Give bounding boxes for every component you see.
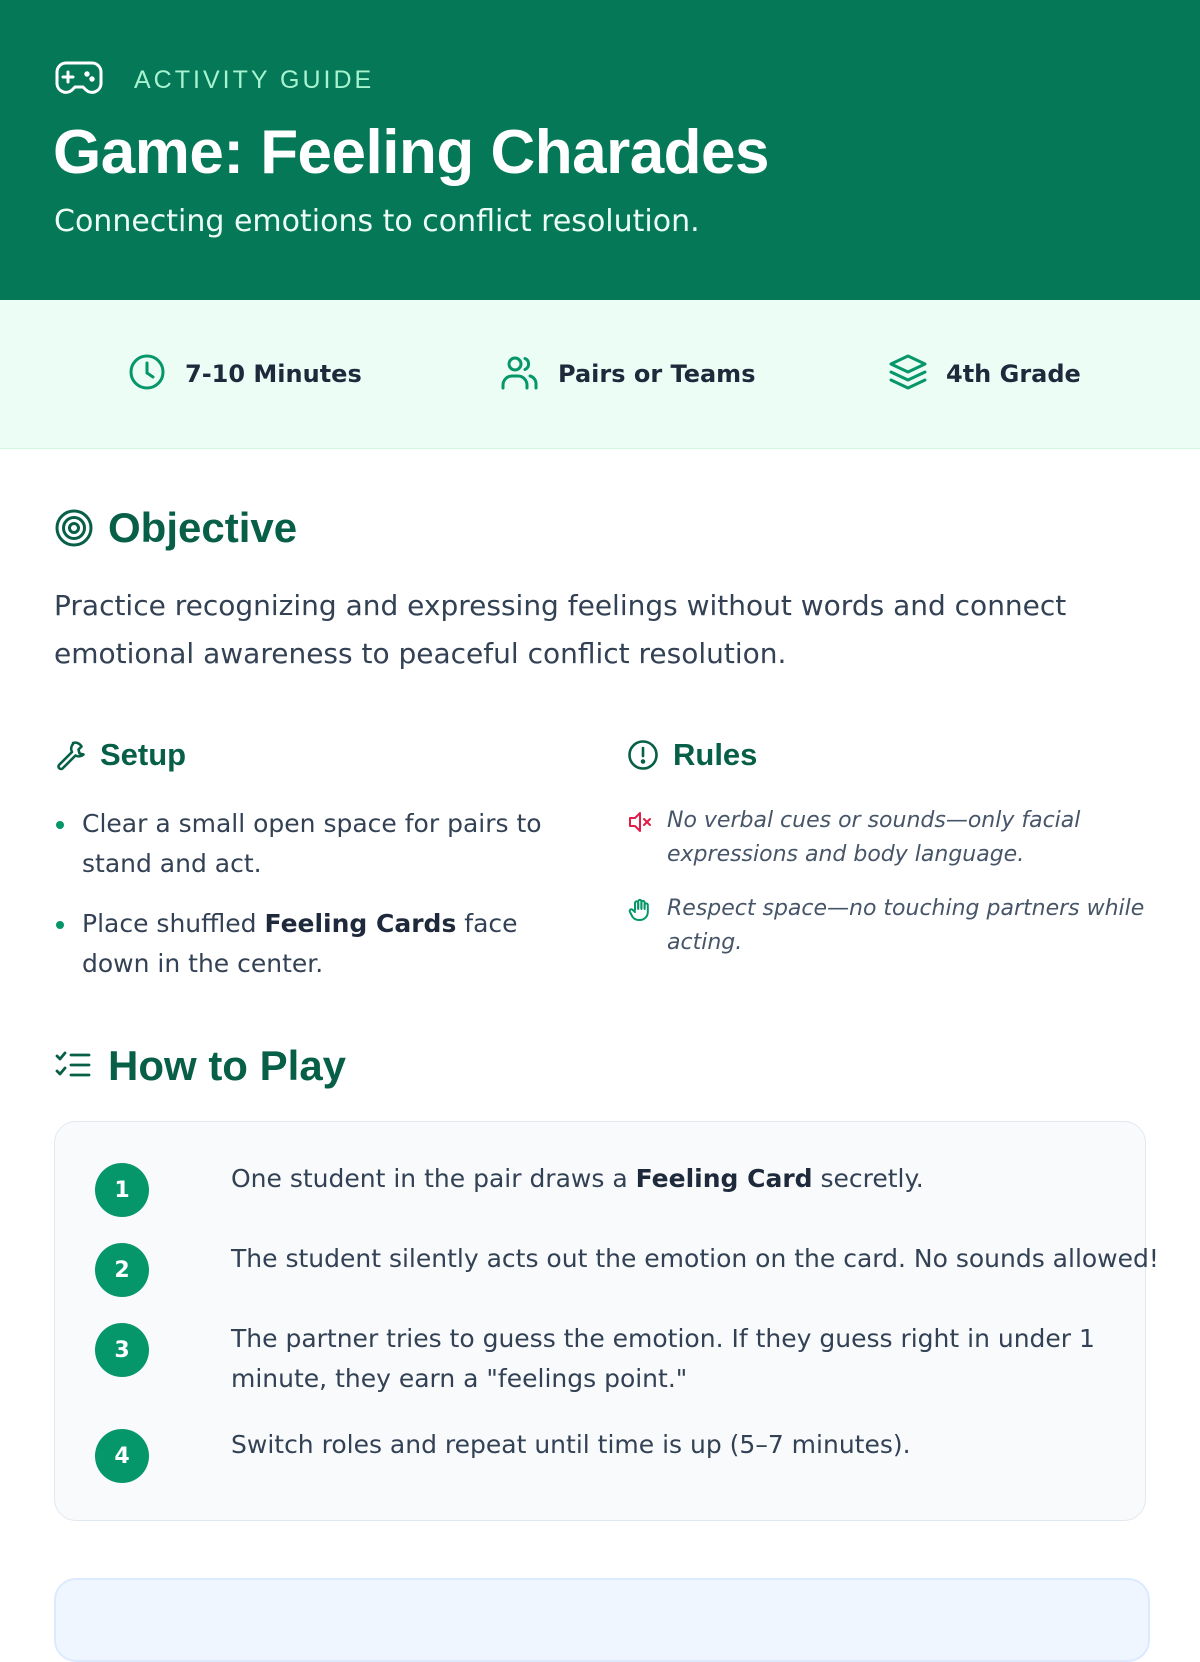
setup-item-post: face down in the center.: [82, 909, 518, 978]
clock-icon: [127, 352, 167, 396]
setup-heading-label: Setup: [100, 737, 187, 772]
meta-grade-label: 4th Grade: [946, 360, 1081, 388]
hand-icon: [627, 897, 653, 923]
step-number: 3: [95, 1323, 149, 1377]
eyebrow-label: ACTIVITY GUIDE: [134, 65, 375, 94]
rule-item-text: No verbal cues or sounds—only facial expressions and body language.: [667, 808, 1081, 867]
list-item: [627, 892, 1147, 960]
step-text: The student silently acts out the emotion on the card. No sounds allowed!: [231, 1244, 1159, 1273]
step-text-bold: Feeling Card: [635, 1164, 813, 1193]
bullet-dot: [56, 821, 64, 829]
list-item: [54, 804, 574, 884]
meta-grouping-label: Pairs or Teams: [558, 360, 756, 388]
mute-icon: [627, 809, 653, 835]
step-text: The partner tries to guess the emotion. If they guess right in under 1 minute, they earn a "feelings point.": [231, 1324, 1095, 1393]
meta-grouping: [500, 352, 755, 396]
eyebrow: [54, 60, 374, 100]
rules-list: [627, 804, 1147, 980]
setup-item-pre: Place shuffled: [82, 909, 265, 938]
page-subtitle: Connecting emotions to conflict resolution.: [54, 204, 700, 239]
page-title: Game: Feeling Charades: [53, 118, 770, 187]
meta-grade: [888, 352, 1081, 396]
rule-item-text: Respect space—no touching partners while acting.: [667, 896, 1145, 955]
step-number: 1: [95, 1163, 149, 1217]
step-text-pre: One student in the pair draws a: [231, 1164, 636, 1193]
step-text-post: secretly.: [812, 1164, 924, 1193]
bullet-dot: [56, 921, 64, 929]
users-icon: [500, 352, 540, 396]
header-banner: [0, 0, 1200, 300]
meta-duration-label: 7-10 Minutes: [185, 360, 362, 388]
layers-icon: [888, 352, 928, 396]
step-number: 2: [95, 1243, 149, 1297]
list-item: [54, 904, 574, 984]
rules-heading-label: Rules: [673, 737, 758, 772]
steps-card: [54, 1121, 1159, 1521]
objective-heading: [54, 504, 297, 552]
how-to-play-heading: [54, 1042, 346, 1090]
next-section-card: [54, 1578, 1150, 1662]
step-text: [231, 1159, 1191, 1199]
setup-item-bold: Feeling Cards: [264, 909, 457, 938]
setup-list: [54, 804, 574, 1004]
meta-duration: [127, 352, 362, 396]
step-text: Switch roles and repeat until time is up (5–7 minutes).: [231, 1430, 911, 1459]
gamepad-icon: [54, 58, 104, 102]
wrench-icon: [54, 739, 86, 771]
rules-heading: [627, 737, 757, 773]
checklist-icon: [54, 1049, 92, 1083]
step-number: 4: [95, 1429, 149, 1483]
setup-heading: [54, 737, 186, 773]
objective-text: Practice recognizing and expressing feelings without words and connect emotional awareness to peaceful conflict resolution.: [54, 589, 1067, 670]
target-icon: [54, 508, 94, 548]
how-to-play-heading-label: How to Play: [108, 1042, 347, 1089]
list-item: [627, 804, 1147, 872]
setup-item-text: Clear a small open space for pairs to stand and act.: [82, 809, 542, 878]
objective-heading-label: Objective: [108, 504, 298, 551]
alert-circle-icon: [627, 739, 659, 771]
meta-bar: [0, 300, 1200, 449]
